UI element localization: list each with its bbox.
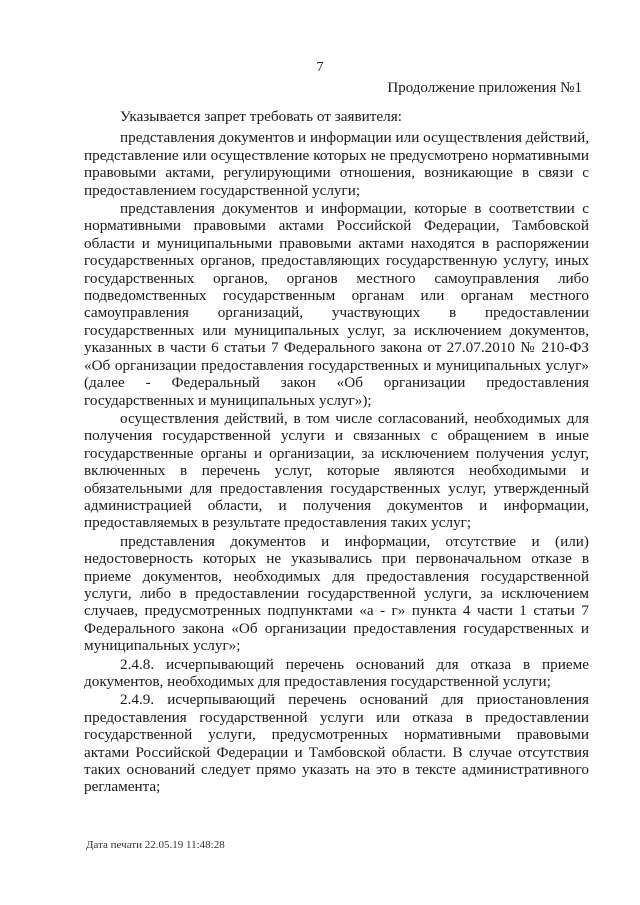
paragraph-clause-2-4-8: 2.4.8. исчерпывающий перечень оснований для отказа в приеме документов, необходимых для предоставления государственной услуги;	[84, 655, 589, 690]
paragraph-clause-2-4-9: 2.4.9. исчерпывающий перечень оснований для приостановления предоставления государственной услуги или отказа в предоставлении государственной услуги, предусмотренных нормативными правовыми актами Российской Федерации и Тамбовской области. В случае отсутствия таких оснований следует прямо указать на это в тексте административного регламента;	[84, 691, 589, 796]
document-body	[84, 108, 589, 796]
appendix-continuation-note: Продолжение приложения №1	[387, 80, 582, 96]
paragraph-intro: Указывается запрет требовать от заявителя:	[120, 108, 402, 125]
paragraph-prohibition-1: представления документов и информации или осуществления действий, представление или осуществление которых не предусмотрено нормативными правовыми актами, регулирующими отношения, возникающие в связи с предоставлением государственной услуги;	[84, 129, 589, 199]
print-date: Дата печати 22.05.19 11:48:28	[86, 839, 225, 851]
page-number: 7	[316, 60, 324, 75]
paragraph-prohibition-4: представления документов и информации, отсутствие и (или) недостоверность которых не указывались при первоначальном отказе в приеме документов, необходимых для предоставления государственной услуги, либо в предоставлении государственной услуги, за исключением случаев, предусмотренных подпунктами «а - г» пункта 4 части 1 статьи 7 Федерального закона «Об организации предоставления государственных и муниципальных услуг»;	[84, 532, 589, 655]
paragraph-prohibition-2: представления документов и информации, которые в соответствии с нормативными правовыми актами Российской Федерации, Тамбовской области и муниципальными правовыми актами находятся в распоряжении государственных органов, предоставляющих государственную услугу, иных государственных органов, органов местного самоуправления либо подведомственных государственным органам или органам местного самоуправления организаций, участвующих в предоставлении государственных или муниципальных услуг, за исключением документов, указанных в части 6 статьи 7 Федерального закона от 27.07.2010 № 210-ФЗ «Об организации предоставления государственных и муниципальных услуг» (далее - Федеральный закон «Об организации предоставления государственных и муниципальных услуг»);	[84, 200, 589, 409]
paragraph-prohibition-3: осуществления действий, в том числе согласований, необходимых для получения государственной услуги и связанных с обращением в иные государственные органы и организации, за исключением получения услуг, включенных в перечень услуг, которые являются необходимыми и обязательными для предоставления государственных услуг, утвержденный администрацией области, и получения документов и информации, предоставляемых в результате предоставления таких услуг;	[84, 409, 589, 532]
